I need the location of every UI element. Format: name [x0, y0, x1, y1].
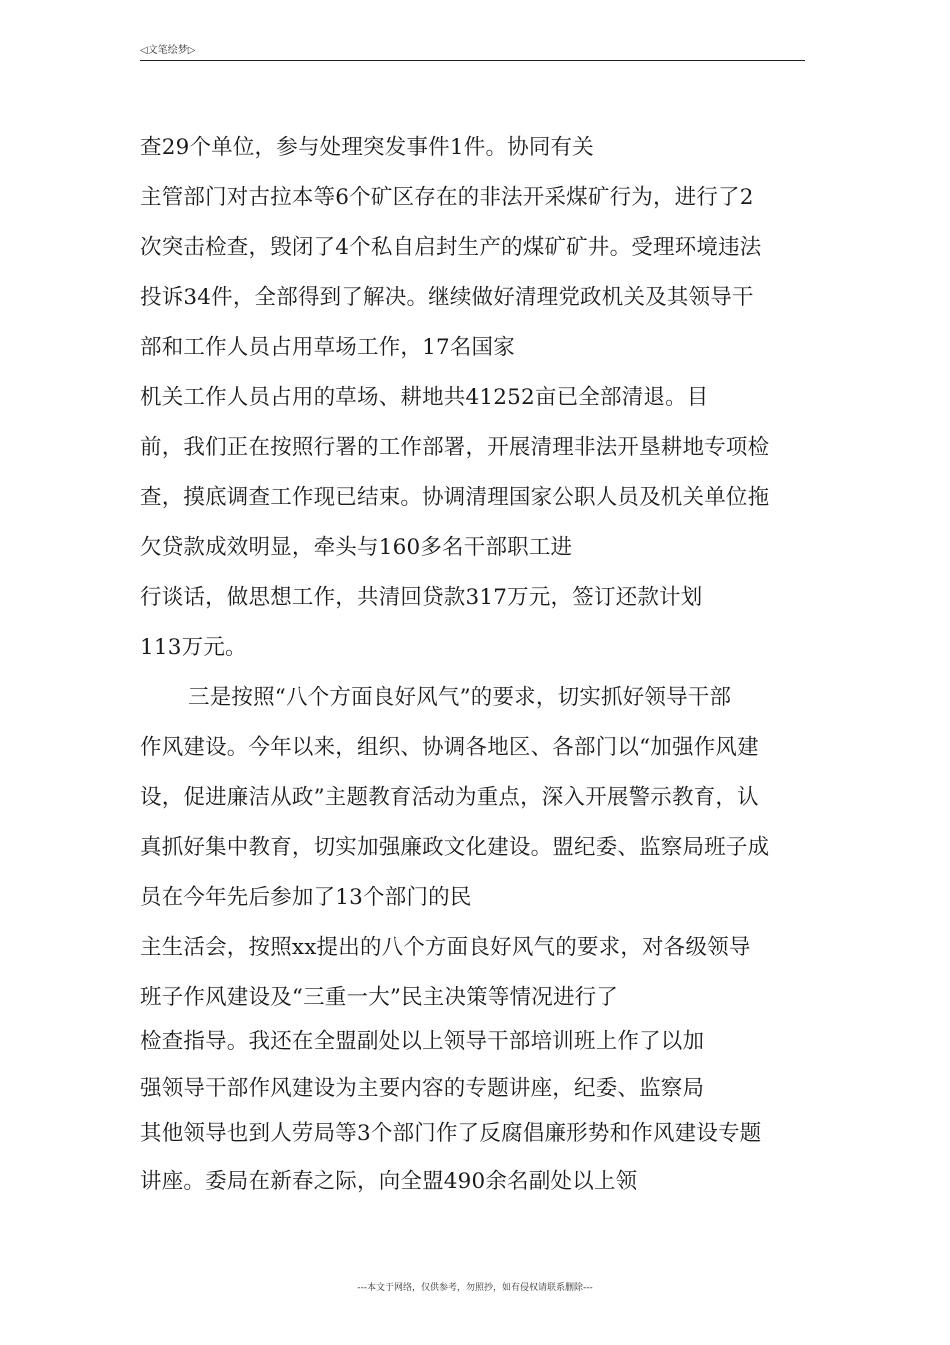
text-line: 其他领导也到人劳局等3个部门作了反腐倡廉形势和作风建设专题: [140, 1121, 762, 1146]
text-line: 次突击检查，毁闭了4个私自启封生产的煤矿矿井。受理环境违法: [140, 235, 762, 260]
paragraph-start-line: 三是按照“八个方面良好风气”的要求，切实抓好领导干部: [188, 685, 732, 710]
text-line: 前，我们正在按照行署的工作部署，开展清理非法开垦耕地专项检: [140, 435, 770, 460]
text-line: 作风建设。今年以来，组织、协调各地区、各部门以“加强作风建: [140, 735, 759, 760]
text-line: 机关工作人员占用的草场、耕地共41252亩已全部清退。目: [140, 385, 709, 410]
text-line: 员在今年先后参加了13个部门的民: [140, 885, 472, 910]
text-line: 查29个单位，参与处理突发事件1件。协同有关: [140, 135, 594, 160]
text-line: 检查指导。我还在全盟副处以上领导干部培训班上作了以加: [140, 1029, 705, 1054]
text-line: 讲座。委局在新春之际，向全盟490余名副处以上领: [140, 1169, 638, 1194]
text-line: 行谈话，做思想工作，共清回贷款317万元，签订还款计划: [140, 585, 703, 610]
text-line: 部和工作人员占用草场工作，17名国家: [140, 335, 515, 360]
text-line: 主管部门对古拉本等6个矿区存在的非法开采煤矿行为，进行了2: [140, 185, 754, 210]
page-footer: ---本文于网络，仅供参考，勿照抄，如有侵权请联系删除---: [357, 1283, 593, 1293]
text-line: 查，摸底调查工作现已结束。协调清理国家公职人员及机关单位拖: [140, 485, 770, 510]
text-line: 投诉34件，全部得到了解决。继续做好清理党政机关及其领导干: [140, 285, 754, 310]
text-line: 真抓好集中教育，切实加强廉政文化建设。盟纪委、监察局班子成: [140, 835, 770, 860]
text-line: 设，促进廉洁从政”主题教育活动为重点，深入开展警示教育，认: [140, 785, 759, 810]
text-line: 班子作风建设及“三重一大”民主决策等情况进行了: [140, 985, 619, 1010]
header-text: ◁文笔绘梦▷: [140, 45, 196, 56]
text-line: 113万元。: [140, 635, 247, 660]
text-line: 强领导干部作风建设为主要内容的专题讲座，纪委、监察局: [140, 1076, 705, 1101]
text-line: 主生活会，按照xx提出的八个方面良好风气的要求，对各级领导: [140, 935, 751, 960]
text-line: 欠贷款成效明显，牵头与160多名干部职工进: [140, 535, 573, 560]
